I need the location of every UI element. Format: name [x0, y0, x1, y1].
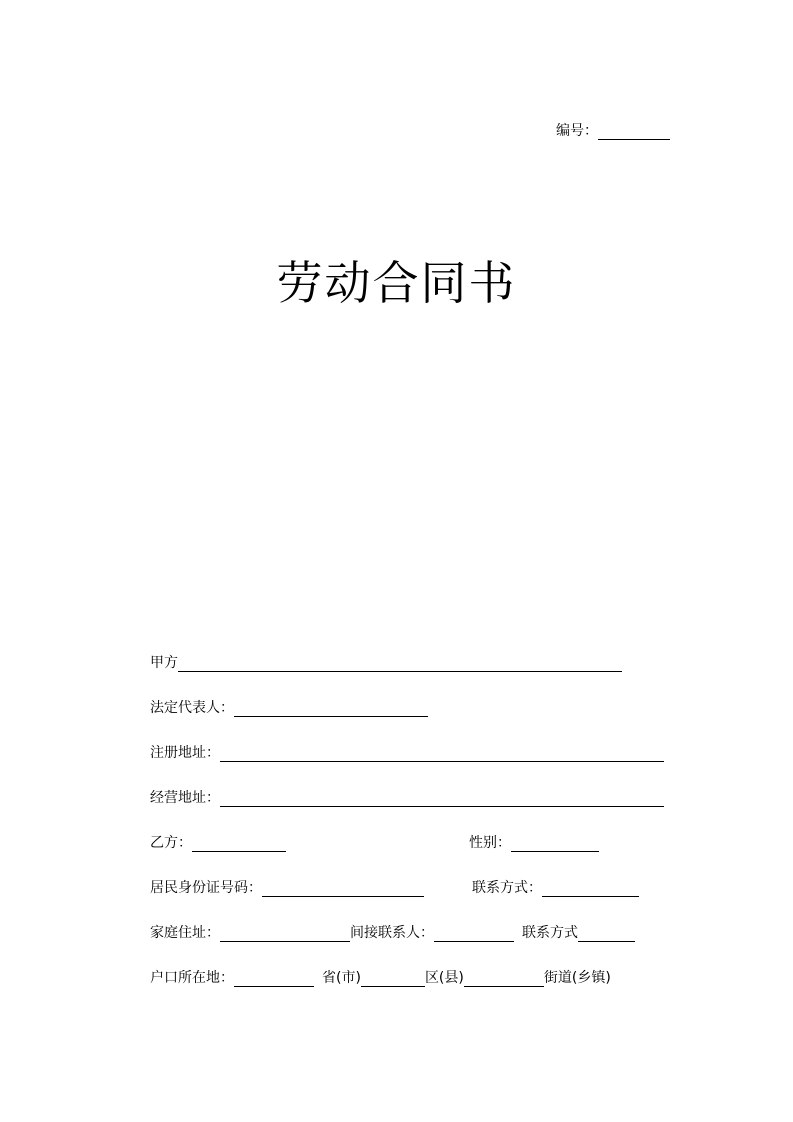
party-b-row	[150, 832, 286, 852]
serial-number-blank[interactable]	[598, 124, 670, 140]
business-address-blank[interactable]	[220, 791, 664, 807]
home-address-row	[150, 922, 635, 942]
hukou-street-blank[interactable]	[464, 971, 544, 987]
id-number-label: 居民身份证号码：	[150, 880, 262, 896]
home-address-blank[interactable]	[220, 926, 350, 942]
id-number-row	[150, 877, 424, 897]
province-label: 省(市)	[322, 970, 361, 986]
home-address-label: 家庭住址：	[150, 925, 220, 941]
business-address-label: 经营地址：	[150, 790, 220, 806]
party-a-blank[interactable]	[178, 656, 622, 672]
indirect-contact-method-label: 联系方式	[522, 925, 578, 941]
hukou-label: 户口所在地：	[150, 970, 234, 986]
registered-address-row	[150, 742, 664, 762]
registered-address-blank[interactable]	[220, 746, 664, 762]
indirect-contact-label: 间接联系人：	[350, 925, 434, 941]
party-b-blank[interactable]	[192, 836, 286, 852]
gender-field	[469, 832, 599, 852]
hukou-row	[150, 967, 611, 987]
legal-rep-blank[interactable]	[234, 701, 428, 717]
contact-blank[interactable]	[542, 881, 639, 897]
legal-rep-row	[150, 697, 428, 717]
registered-address-label: 注册地址：	[150, 745, 220, 761]
legal-rep-label: 法定代表人：	[150, 700, 234, 716]
hukou-province-blank[interactable]	[234, 971, 314, 987]
hukou-district-blank[interactable]	[361, 971, 425, 987]
contact-field	[472, 877, 639, 897]
street-label: 街道(乡镇)	[543, 970, 611, 986]
business-address-row	[150, 787, 664, 807]
indirect-contact-method-blank[interactable]	[578, 926, 635, 942]
party-a-row	[150, 652, 622, 672]
document-title: 劳动合同书	[276, 256, 517, 310]
id-number-blank[interactable]	[262, 881, 424, 897]
gender-label: 性别：	[469, 835, 511, 851]
contact-label: 联系方式：	[472, 880, 542, 896]
party-a-label: 甲方	[150, 655, 178, 671]
serial-number-field	[556, 120, 670, 140]
district-label: 区(县)	[424, 970, 464, 986]
party-b-label: 乙方：	[150, 835, 192, 851]
gender-blank[interactable]	[511, 836, 599, 852]
indirect-contact-blank[interactable]	[434, 926, 514, 942]
serial-number-label: 编号：	[556, 123, 598, 139]
